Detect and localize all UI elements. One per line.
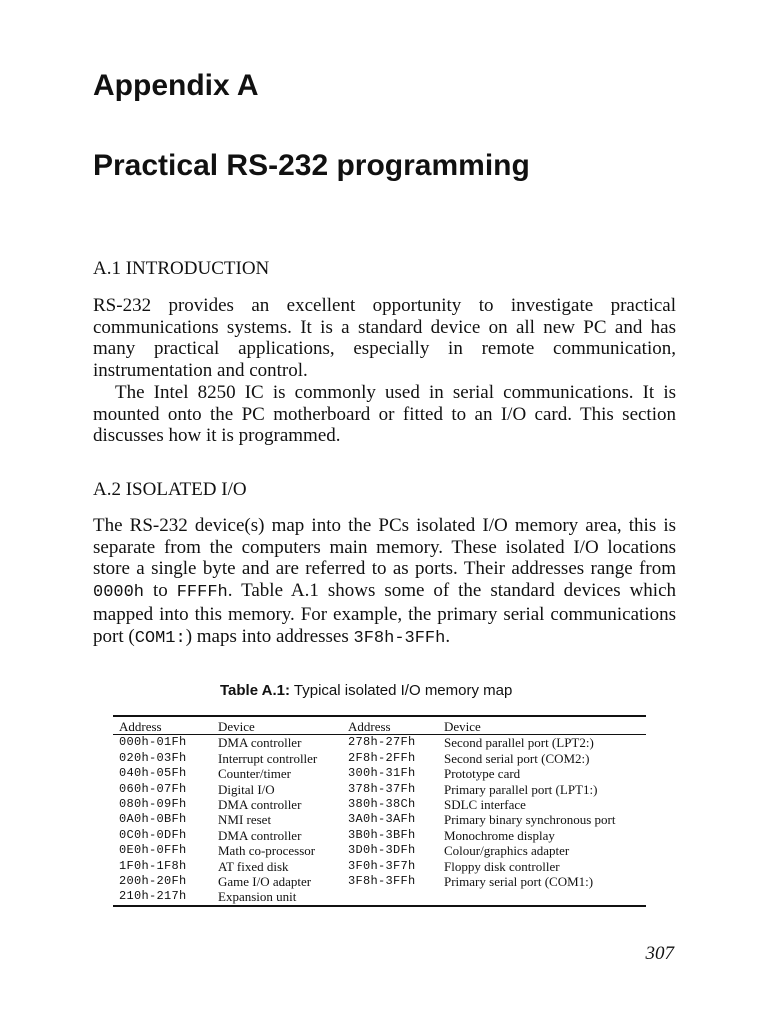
section-heading-introduction: A.1 INTRODUCTION [93, 258, 270, 279]
cell-address: 0C0h-0DFh [119, 827, 187, 842]
cell-address: 0E0h-0FFh [119, 843, 187, 858]
table-row [113, 828, 646, 843]
isolated-io-paragraph [93, 515, 676, 649]
cell-address: 020h-03Fh [119, 750, 187, 765]
cell-device: Primary serial port (COM1:) [444, 874, 594, 890]
table-row [113, 889, 646, 905]
cell-device: Digital I/O [218, 781, 275, 797]
table-row [113, 797, 646, 812]
table-body [113, 735, 646, 906]
io-memory-map-table [113, 715, 646, 907]
isolated-io-text: The RS-232 device(s) map into the PCs isolated I/O memory area, this is separate from the computers main memory. These isolated I/O locations store a single byte and are referred to as ports. Their addresses range from [93, 515, 676, 580]
column-header-device: Device [218, 719, 255, 734]
cell-device: DMA controller [218, 797, 302, 813]
cell-address: 378h-37Fh [348, 781, 416, 796]
cell-address [342, 889, 438, 905]
table-row [113, 874, 646, 889]
cell-address: 3F0h-3F7h [348, 858, 416, 873]
table-row [113, 843, 646, 858]
address-end-code: FFFFh [176, 583, 228, 603]
table-row [113, 859, 646, 874]
cell-device: Prototype card [444, 766, 521, 782]
cell-device: Math co-processor [218, 843, 316, 859]
cell-device: Interrupt controller [218, 750, 318, 766]
appendix-title: Practical RS-232 programming [93, 149, 530, 182]
cell-address: 3D0h-3DFh [348, 843, 416, 858]
cell-address: 278h-27Fh [348, 735, 416, 750]
cell-device: Second serial port (COM2:) [444, 750, 590, 766]
cell-device: Primary binary synchronous port [444, 812, 616, 828]
table-row [113, 751, 646, 766]
cell-address: 3F8h-3FFh [348, 874, 416, 889]
isolated-io-text: to [144, 580, 177, 602]
table-caption [220, 682, 512, 700]
cell-address: 300h-31Fh [348, 766, 416, 781]
cell-address: 1F0h-1F8h [119, 858, 187, 873]
cell-device: SDLC interface [444, 797, 526, 813]
cell-address: 0A0h-0BFh [119, 812, 187, 827]
isolated-io-text: . [445, 625, 451, 647]
isolated-io-text: . Table A.1 shows some of the standard devices which mapped into this memory. For example, the primary serial communications port ( [93, 580, 677, 647]
cell-address: 210h-217h [119, 889, 187, 904]
intro-paragraph-2: The Intel 8250 IC is commonly used in serial communications. It is mounted onto the PC motherboard or fitted to an I/O card. This section discusses how it is programmed. [93, 382, 676, 447]
cell-address: 200h-20Fh [119, 874, 187, 889]
cell-device: Expansion unit [218, 889, 297, 905]
com1-address-code: 3F8h-3FFh [353, 628, 446, 648]
cell-address: 060h-07Fh [119, 781, 187, 796]
com1-code: COM1: [134, 628, 186, 648]
cell-device: Primary parallel port (LPT1:) [444, 781, 598, 797]
cell-address: 3A0h-3AFh [348, 812, 416, 827]
cell-address: 000h-01Fh [119, 735, 187, 750]
table-caption-label: Table A.1: [220, 682, 291, 699]
cell-address: 380h-38Ch [348, 797, 416, 812]
table-row [113, 782, 646, 797]
column-header-device: Device [444, 719, 481, 734]
address-start-code: 0000h [93, 583, 145, 603]
cell-address: 2F8h-2FFh [348, 750, 416, 765]
cell-device: DMA controller [218, 735, 302, 751]
cell-address: 080h-09Fh [119, 797, 187, 812]
table-caption-text: Typical isolated I/O memory map [293, 682, 513, 699]
page-number: 307 [645, 943, 674, 964]
table-row [113, 735, 646, 751]
cell-device: Colour/graphics adapter [444, 843, 570, 859]
cell-device: Second parallel port (LPT2:) [444, 735, 594, 751]
cell-address: 040h-05Fh [119, 766, 187, 781]
cell-device: NMI reset [218, 812, 272, 828]
table-row [113, 766, 646, 781]
appendix-label: Appendix A [93, 69, 259, 102]
table-row [113, 812, 646, 827]
isolated-io-text: ) maps into addresses [185, 625, 354, 647]
cell-device: DMA controller [218, 827, 302, 843]
cell-device: AT fixed disk [218, 858, 289, 874]
table-header-row [113, 716, 646, 735]
cell-address: 3B0h-3BFh [348, 827, 416, 842]
cell-device: Counter/timer [218, 766, 291, 782]
cell-device: Floppy disk controller [444, 858, 560, 874]
column-header-address: Address [348, 719, 391, 734]
intro-paragraph-1: RS-232 provides an excellent opportunity to investigate practical communications systems. It is a standard device on all new PC and has many practical applications, especially in remote communication, instrumentation and control. [93, 295, 676, 382]
cell-device: Monochrome display [444, 827, 555, 843]
column-header-address: Address [119, 719, 162, 734]
section-heading-isolated-io: A.2 ISOLATED I/O [93, 479, 247, 500]
cell-device [438, 889, 646, 905]
cell-device: Game I/O adapter [218, 874, 312, 890]
